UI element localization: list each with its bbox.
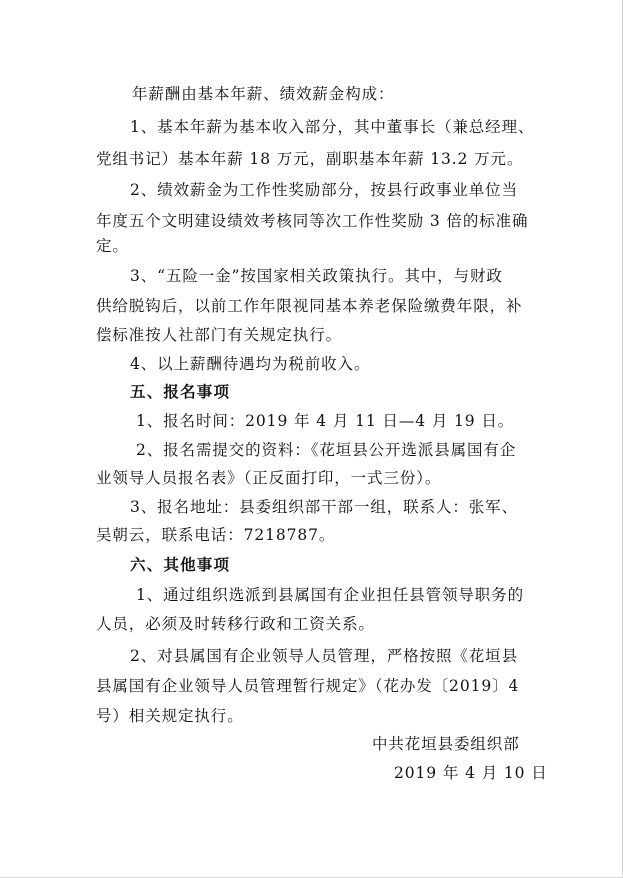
paragraph-line: 1、基本年薪为基本收入部分，其中董事长（兼总经理、: [130, 118, 535, 136]
paragraph-line: 党组书记）基本年薪 18 万元，副职基本年薪 13.2 万元。: [96, 150, 524, 168]
paragraph-line: 2、对县属国有企业领导人员管理，严格按照《花垣县: [130, 647, 518, 665]
paragraph-line: 3、“五险一金”按国家相关政策执行。其中，与财政: [130, 267, 503, 285]
signature-date: 2019 年 4 月 10 日: [394, 764, 548, 782]
paragraph-line: 3、报名地址：县委组织部干部一组，联系人：张军、: [130, 498, 518, 516]
paragraph-line: 县属国有企业领导人员管理暂行规定》（花办发〔2019〕4: [96, 677, 520, 695]
paragraph-line: 业领导人员报名表》（正反面打印，一式三份）。: [96, 469, 442, 487]
paragraph-line: 供给脱钩后，以前工作年限视同基本养老保险缴费年限，补: [96, 297, 523, 315]
paragraph-line: 2、报名需提交的资料：《花垣县公开选派县属国有企: [136, 441, 517, 459]
section-heading-other: 六、其他事项: [130, 556, 231, 574]
paragraph-line: 年薪酬由基本年薪、绩效薪金构成：: [132, 85, 395, 103]
paragraph-line: 1、通过组织选派到县属国有企业担任县管领导职务的: [136, 586, 524, 604]
paragraph-line: 2、绩效薪金为工作性奖励部分，按县行政事业单位当: [130, 181, 518, 199]
paragraph-line: 4、以上薪酬待遇均为税前收入。: [130, 355, 371, 373]
paragraph-line: 人员，必须及时转移行政和工资关系。: [96, 615, 375, 633]
paragraph-line: 吴朝云，联系电话：7218787。: [96, 526, 336, 544]
paragraph-line: 定。: [96, 237, 129, 255]
paragraph-line: 1、报名时间：2019 年 4 月 11 日—4 月 19 日。: [136, 412, 515, 430]
section-heading-registration: 五、报名事项: [130, 383, 231, 401]
paragraph-line: 偿标准按人社部门有关规定执行。: [96, 326, 343, 344]
paragraph-line: 号）相关规定执行。: [96, 707, 244, 725]
signature-organization: 中共花垣县委组织部: [372, 735, 520, 753]
paragraph-line: 年度五个文明建设绩效考核同等次工作性奖励 3 倍的标准确: [96, 212, 529, 230]
